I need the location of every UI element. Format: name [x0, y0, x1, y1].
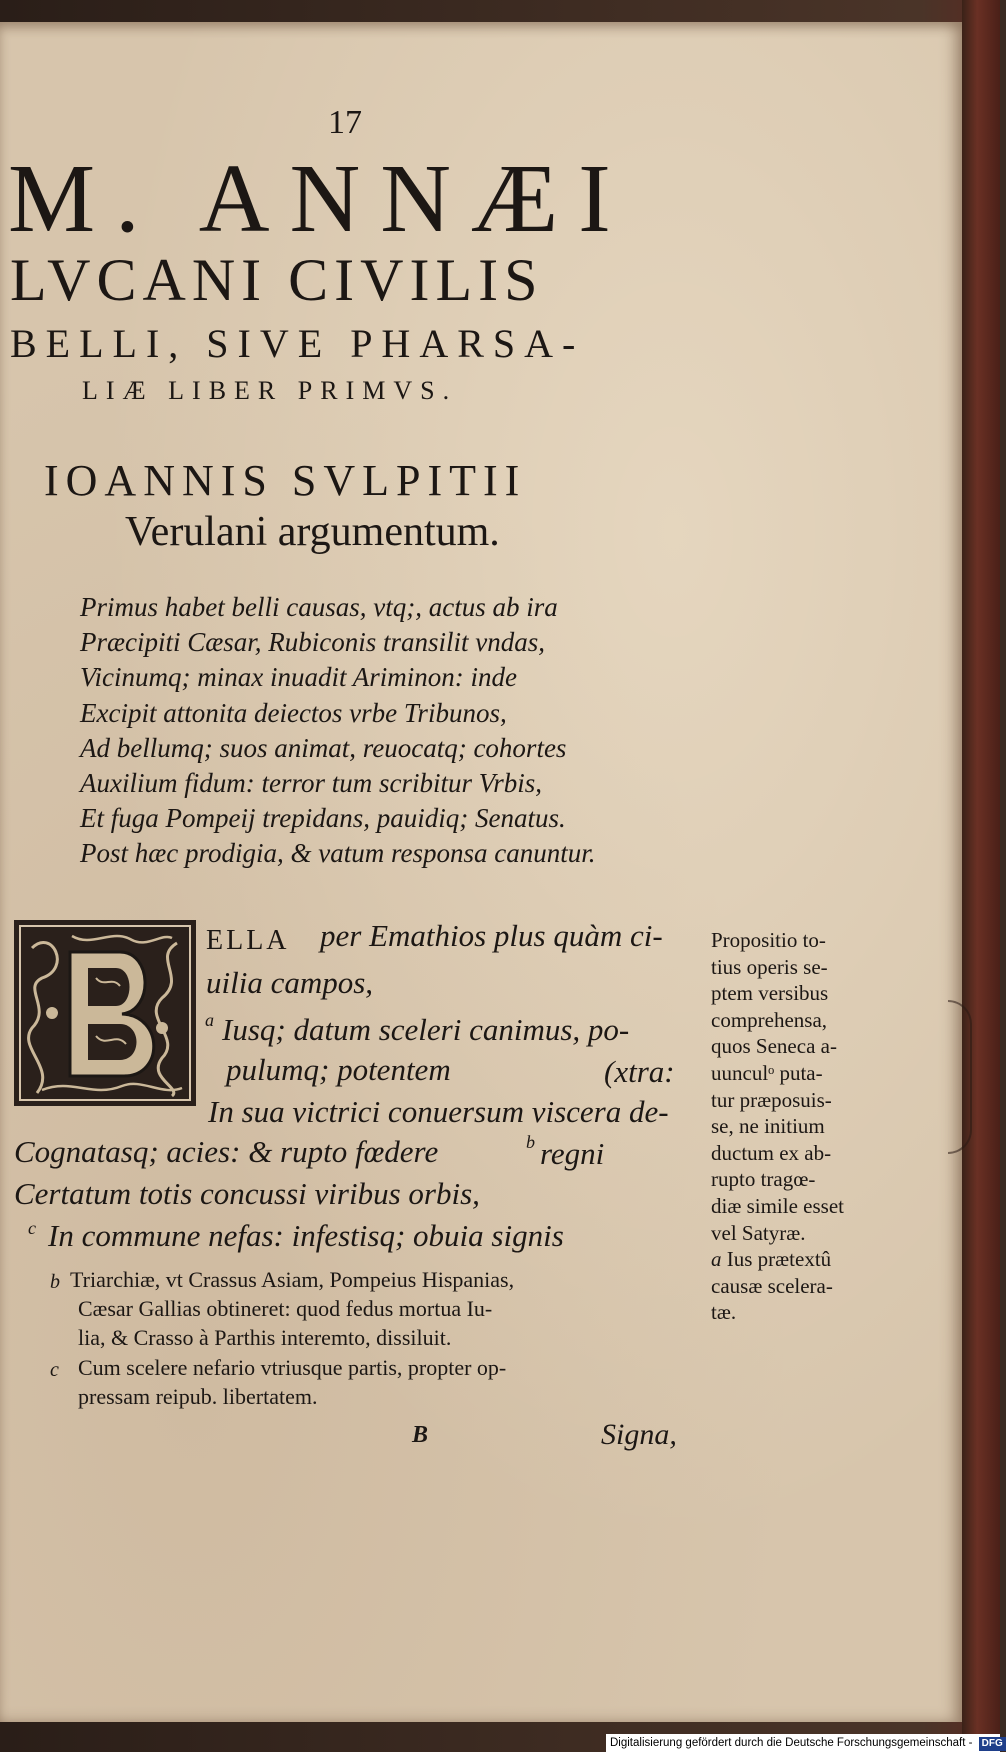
dfg-logo: DFG: [979, 1737, 1006, 1751]
marginal-line: tur præposuis-: [711, 1087, 832, 1112]
marginal-line: ptem versibus: [711, 981, 829, 1006]
book-binding-edge: [962, 0, 1000, 1752]
poem-line: Certatum totis concussi viribus orbis,: [14, 1176, 480, 1211]
argument-verse: Vicinumq; minax inuadit Ariminon: inde: [80, 662, 517, 693]
marginal-line: causæ scelera-: [711, 1273, 833, 1298]
note-reference-a: a: [205, 1010, 214, 1030]
argument-verse: Auxilium fidum: terror tum scribitur Vrbis,: [80, 768, 542, 799]
poem-line: Iusq; datum sceleri canimus, po-: [222, 1012, 630, 1047]
marginal-gloss: [711, 927, 844, 1326]
marginal-line: vel Satyræ.: [711, 1220, 806, 1245]
poem-line: Cognatasq; acies: & rupto fœdere: [14, 1134, 439, 1169]
title-line-1: M. ANNÆI: [8, 145, 631, 253]
poem-line-end: regni: [540, 1136, 605, 1171]
argument-verse: Excipit attonita deiectos vrbe Tribunos,: [80, 697, 507, 728]
poem-line: per Emathios plus quàm ci-: [320, 918, 663, 953]
page-number: 17: [328, 104, 362, 141]
marginal-marker-a: a: [711, 1247, 722, 1272]
signature-mark: B: [412, 1422, 429, 1448]
argument-verse: Post hæc prodigia, & vatum responsa canuntur.: [80, 838, 596, 869]
book-page: [0, 22, 962, 1722]
poem-line: pulumq; potentem: [226, 1052, 451, 1087]
title-line-3: BELLI, SIVE PHARSA-: [10, 321, 585, 366]
marginal-line: tæ.: [711, 1300, 737, 1325]
argument-verses: [80, 590, 596, 872]
argument-author: IOANNIS SVLPITII: [44, 456, 527, 505]
marginal-line: rupto tragœ-: [711, 1167, 816, 1192]
poem-turnover: (xtra:: [604, 1054, 675, 1089]
argument-title: Verulani argumentum.: [125, 509, 500, 555]
poem-line: uilia campos,: [206, 965, 374, 1000]
marginal-line: quos Seneca a-: [711, 1034, 837, 1059]
footer-text: Digitalisierung gefördert durch die Deutsche Forschungsgemeinschaft -: [610, 1737, 973, 1749]
title-line-2: LVCANI CIVILIS: [10, 247, 544, 313]
marginal-line: Propositio to-: [711, 928, 826, 952]
footnote-line: Cæsar Gallias obtineret: quod fedus mortua Iu-: [78, 1296, 493, 1321]
marginal-line-text: Ius prætextû: [726, 1247, 832, 1272]
digitization-footer: [606, 1734, 1003, 1752]
argument-verse: Præcipiti Cæsar, Rubiconis transilit vndas,: [80, 627, 546, 658]
footnote-marker-b: b: [50, 1271, 60, 1293]
poem-line: In sua victrici conuersum viscera de-: [208, 1094, 669, 1129]
marginal-line: uunculᵒ puta-: [711, 1060, 823, 1085]
argument-verse: Et fuga Pompeij trepidans, pauidiq; Senatus.: [80, 803, 566, 834]
note-reference-c: c: [28, 1218, 36, 1238]
title-line-4: LIÆ LIBER PRIMVS.: [82, 376, 458, 405]
footnote-line: Triarchiæ, vt Crassus Asiam, Pompeius Hispanias,: [70, 1267, 515, 1292]
poem-opening-caps: ELLA: [206, 925, 290, 956]
catchword: Signa,: [601, 1418, 677, 1451]
argument-verse: Primus habet belli causas, vtq;, actus ab ira: [80, 592, 558, 622]
marginal-line: comprehensa,: [711, 1007, 828, 1032]
marginal-line-a: [711, 1246, 844, 1273]
argument-verse: Ad bellumq; suos animat, reuocatq; cohortes: [80, 732, 567, 763]
footnote-line: Cum scelere nefario vtriusque partis, propter op-: [78, 1355, 507, 1380]
footnote-line: pressam reipub. libertatem.: [78, 1384, 318, 1409]
marginal-line: ductum ex ab-: [711, 1140, 832, 1165]
marginal-line: se, ne initium: [711, 1114, 825, 1139]
marginal-line: tius operis se-: [711, 954, 828, 979]
marginal-line: diæ simile esset: [711, 1193, 844, 1218]
footnote-line: lia, & Crasso à Parthis interemto, dissiluit.: [78, 1325, 452, 1350]
footnote-marker-c: c: [50, 1359, 59, 1381]
decorated-initial-b: [12, 918, 198, 1108]
note-reference-b: b: [526, 1132, 535, 1152]
binding-clasp: [948, 1000, 972, 1154]
poem-line: In commune nefas: infestisq; obuia signis: [48, 1218, 564, 1253]
